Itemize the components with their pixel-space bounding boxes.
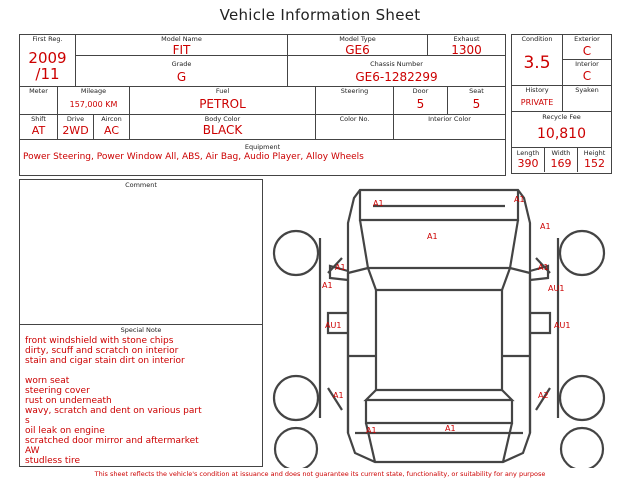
- recycle-fee-value: 10,810: [537, 126, 586, 142]
- condition-cell: [512, 35, 563, 85]
- grade-cell: [76, 56, 288, 87]
- steering-cell: [316, 87, 394, 115]
- damage-mark: A1: [427, 232, 438, 241]
- seat-value: 5: [472, 97, 481, 111]
- chassis-label: Chassis Number: [370, 60, 423, 68]
- height-cell: [578, 148, 611, 172]
- note-line: [25, 366, 260, 376]
- steering-label: Steering: [340, 87, 369, 95]
- interior-cond-value: C: [582, 69, 592, 83]
- note-line: worn seat: [25, 376, 70, 386]
- damage-mark: A1: [514, 195, 525, 204]
- fuel-cell: [130, 87, 316, 115]
- history-label: History: [525, 86, 549, 94]
- interior-cond-label: Interior: [575, 60, 599, 68]
- meter-cell: [20, 87, 58, 115]
- model-type-cell: [288, 35, 428, 56]
- note-line: s: [25, 416, 30, 426]
- history-cell: [512, 86, 563, 112]
- first-reg-cell: [20, 35, 76, 87]
- damage-mark: A1: [373, 199, 384, 208]
- exterior-label: Exterior: [574, 35, 600, 43]
- damage-mark: A1: [445, 424, 456, 433]
- damage-mark: AU1: [554, 321, 571, 330]
- shift-label: Shift: [31, 115, 46, 123]
- drive-cell: [58, 115, 94, 140]
- body-color-value: BLACK: [202, 123, 243, 137]
- damage-mark: A1: [540, 222, 551, 231]
- model-type-value: GE6: [345, 43, 370, 57]
- fuel-label: Fuel: [215, 87, 230, 95]
- exhaust-value: 1300: [451, 43, 482, 57]
- shift-value: AT: [31, 124, 46, 137]
- exterior-value: C: [582, 44, 592, 58]
- comment-label: Comment: [125, 181, 157, 189]
- damage-mark: AU1: [548, 284, 565, 293]
- special-note-label: Special Note: [120, 326, 162, 334]
- color-no-cell: [316, 115, 394, 140]
- special-note-section: [20, 324, 262, 466]
- note-line: studless tire: [25, 456, 80, 466]
- grade-value: G: [176, 70, 187, 84]
- syaken-label: Syaken: [575, 86, 599, 94]
- damage-mark: A2: [538, 391, 549, 400]
- recycle-fee-cell: [512, 112, 611, 148]
- seat-cell: [448, 87, 505, 115]
- length-cell: [512, 148, 545, 172]
- history-grid: [511, 86, 612, 174]
- door-value: 5: [416, 97, 425, 111]
- footer-disclaimer: This sheet reflects the vehicle's condition at issuance and does not guarantee its current state, functionality, or suitability for any purpose: [94, 470, 546, 478]
- history-value: PRIVATE: [520, 98, 554, 107]
- chassis-cell: [288, 56, 505, 87]
- first-reg-label: First Reg.: [32, 35, 63, 43]
- aircon-cell: [94, 115, 130, 140]
- condition-grid: [511, 34, 612, 86]
- note-line: scratched door mirror and aftermarket: [25, 436, 199, 446]
- door-cell: [394, 87, 448, 115]
- seat-label: Seat: [469, 87, 484, 95]
- aircon-label: Aircon: [101, 115, 122, 123]
- note-line: wavy, scratch and dent on various part: [25, 406, 202, 416]
- fuel-value: PETROL: [199, 97, 246, 111]
- note-line: dirty, scuff and scratch on interior: [25, 346, 179, 356]
- length-label: Length: [516, 149, 540, 157]
- page-title: Vehicle Information Sheet: [219, 6, 421, 24]
- note-line: front windshield with stone chips: [25, 336, 174, 346]
- model-type-label: Model Type: [339, 35, 376, 43]
- shift-cell: [20, 115, 58, 140]
- mileage-value: 157,000 KM: [69, 100, 118, 109]
- color-no-label: Color No.: [339, 115, 370, 123]
- interior-color-cell: [394, 115, 505, 140]
- damage-mark: A1: [335, 263, 346, 272]
- note-line: AW: [25, 446, 40, 456]
- model-name-cell: [76, 35, 288, 56]
- recycle-fee-label: Recycle Fee: [542, 113, 581, 121]
- damage-mark: A1: [333, 391, 344, 400]
- height-label: Height: [583, 149, 606, 157]
- mileage-cell: [58, 87, 130, 115]
- interior-cond-cell: [563, 60, 611, 85]
- equipment-cell: [20, 140, 505, 175]
- aircon-value: AC: [103, 124, 119, 137]
- first-reg-year: 2009: [28, 49, 67, 67]
- width-value: 169: [550, 157, 572, 170]
- height-value: 152: [584, 157, 605, 170]
- exhaust-label: Exhaust: [453, 35, 480, 43]
- damage-mark: A1: [366, 426, 377, 435]
- length-value: 390: [517, 157, 539, 170]
- equipment-label: Equipment: [244, 143, 281, 151]
- note-line: oil leak on engine: [25, 426, 105, 436]
- chassis-value: GE6-1282299: [355, 70, 438, 84]
- condition-value: 3.5: [523, 53, 551, 73]
- meter-label: Meter: [29, 87, 48, 95]
- width-label: Width: [551, 149, 571, 157]
- model-name-value: FIT: [172, 43, 191, 57]
- syaken-cell: [563, 86, 611, 112]
- equipment-value: Power Steering, Power Window All, ABS, Air Bag, Audio Player, Alloy Wheels: [23, 152, 364, 162]
- first-reg-month: /11: [35, 65, 60, 83]
- model-name-label: Model Name: [161, 35, 202, 43]
- note-line: rust on underneath: [25, 396, 112, 406]
- exhaust-cell: [428, 35, 505, 56]
- damage-mark: AU1: [325, 321, 342, 330]
- body-color-label: Body Color: [204, 115, 241, 123]
- body-color-cell: [130, 115, 316, 140]
- drive-label: Drive: [66, 115, 85, 123]
- drive-value: 2WD: [62, 124, 89, 137]
- note-line: stain and cigar stain dirt on interior: [25, 356, 185, 366]
- exterior-cell: [563, 35, 611, 60]
- damage-mark: A1: [538, 263, 549, 272]
- mileage-label: Mileage: [80, 87, 107, 95]
- door-label: Door: [412, 87, 429, 95]
- width-cell: [545, 148, 578, 172]
- condition-label: Condition: [521, 35, 553, 43]
- damage-mark: A1: [322, 281, 333, 290]
- comment-box: [19, 179, 263, 467]
- info-grid: [19, 34, 506, 176]
- interior-color-label: Interior Color: [428, 115, 471, 123]
- grade-label: Grade: [171, 60, 192, 68]
- special-note-list: [25, 336, 260, 466]
- note-line: steering cover: [25, 386, 90, 396]
